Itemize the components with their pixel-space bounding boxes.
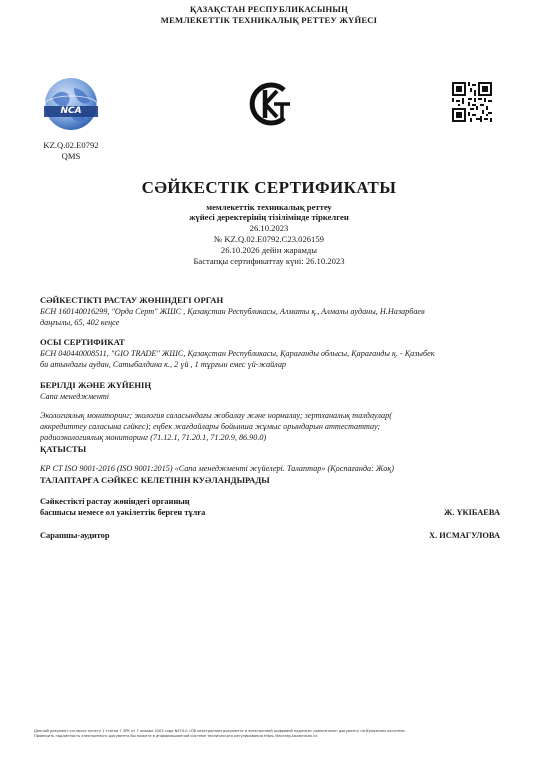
valid-until: 26.10.2026 дейін жарамды [220,245,318,255]
footer-line-1: Данный документ согласно пункту 1 статьи 7 ЗРК от 7 января 2003 года N370-II «Об электронном документе и электронной цифровой подписи» равнозначен документу на бумажном носителе. [34,729,406,733]
registry-line-2: жүйесі деректерінің тізілімінде тіркелген [189,212,349,222]
organ-line-2: даңғылы, 65, 402 кеңсе [40,318,120,327]
scope-line-1: Экологиялық мониторинг; экология саласындағы жобалау және нормалау; зертханалық талдаулар( [40,411,392,420]
initial-certification-date: Бастапқы сертификаттау күні: 26.10.2023 [193,256,345,266]
logo-code: KZ.Q.02.E0792 [43,140,99,150]
registry-date: 26.10.2023 [249,223,289,233]
holder-line-2: би атындағы аудан, Сатыбалдина к., 2 үй , 1 тұрғын емес үй-жайлар [40,360,287,369]
requirements-title: ҚАТЫСТЫ [40,444,87,454]
system-title: БЕРІЛДІ ЖӘНЕ ЖҮЙЕНІҢ [40,380,152,390]
logo-type: QMS [61,151,81,161]
auditor-label: Сарапшы-аудитор [40,531,110,540]
auditor-name: Х. ИСМАГУЛОВА [429,531,500,540]
qr-code-icon [452,82,492,122]
holder-title: ОСЫ СЕРТИФИКАТ [40,337,125,347]
organ-line-1: БСН 160140016299, "Орда Серт" ЖШС , Қазақстан Республикасы, Алматы қ., Алмалы ауданы, Н.Назарбаев [40,307,425,316]
certificate-title: СӘЙКЕСТІК СЕРТИФИКАТЫ [141,178,397,197]
system-value: Сапа менеджменті [40,392,110,401]
organ-title: СӘЙКЕСТІКТІ РАСТАУ ЖӨНІНДЕГІ ОРГАН [40,295,224,305]
head-name: Ж. ҮКІБАЕВА [443,508,500,517]
conformity-statement: ТАЛАПТАРҒА СӘЙКЕС КЕЛЕТІНІН КУӘЛАНДЫРАДЫ [40,475,270,485]
head-label-2: басшысы немесе ол уәкілеттік берген тұлға [40,508,206,517]
header-line-1: ҚАЗАҚСТАН РЕСПУБЛИКАСЫНЫҢ [190,4,348,14]
scope-line-3: радиоэкологиялық мониторинг (71.12.1, 71.20.1, 71.20.9, 86.90.0) [40,433,267,442]
certificate-number: № KZ.Q.02.E0792.C23.026159 [214,234,324,244]
registry-line-1: мемлекеттік техникалық реттеу [206,202,332,212]
holder-line-1: БСН 040440008511, "GIO TRADE" ЖШС, Қазақстан Республикасы, Қарағанды облысы, Қарағанды қ. - Қазыбек [40,349,435,358]
logo-text: NCA [60,106,82,116]
header-line-2: МЕМЛЕКЕТТІК ТЕХНИКАЛЫҚ РЕТТЕУ ЖҮЙЕСІ [160,15,378,25]
requirements-value: КР СТ ISO 9001-2016 (ISO 9001:2015) «Сапа менеджменті жүйелері. Талаптар» (Қоспағанда: Жоқ) [40,464,394,473]
footer-line-2: Проверить подлинность электронного документа Вы можете в информационной системе технического регулирования https://techreg.kazakhstan.kz [34,734,318,738]
scope-line-2: аккредиттеу саласына сәйкес); еңбек жағдайлары бойынша жұмыс орындарын аттестаттау; [40,422,381,431]
head-label-1: Сәйкестікті растау жөніндегі органның [40,497,190,506]
kz-conformity-mark-icon [246,80,292,128]
nca-logo [38,76,104,136]
